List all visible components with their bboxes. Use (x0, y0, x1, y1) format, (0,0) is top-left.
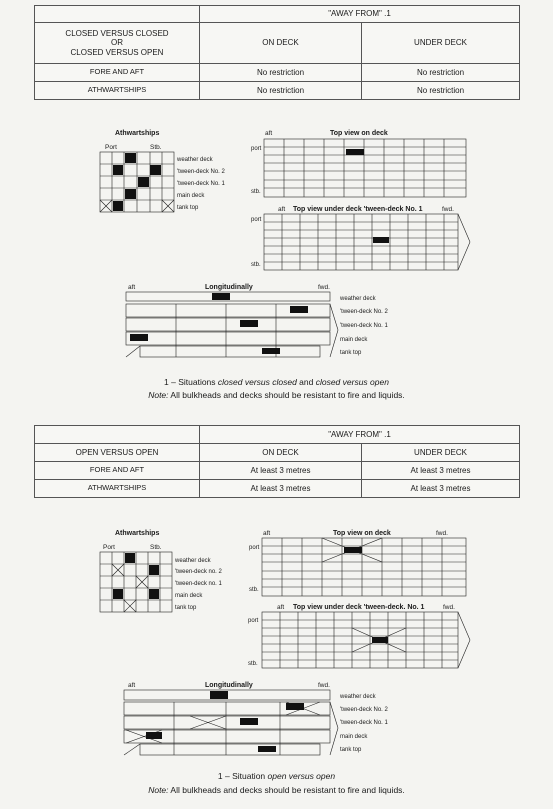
deck-label: 'tween-deck No. 1 (177, 181, 225, 187)
caption-text: 1 – Situations (164, 377, 218, 387)
deck-label: 'tween-deck No. 2 (340, 309, 388, 315)
stowage-block (344, 547, 362, 553)
aft-label: aft (263, 530, 271, 537)
cell-on-deck: At least 3 metres (200, 480, 362, 498)
aft-label: aft (278, 206, 286, 213)
longitudinal-title: Longitudinally (205, 284, 253, 291)
longitudinal-section (124, 690, 338, 755)
note-text: All bulkheads and decks should be resistant to fire and liquids. (168, 785, 405, 795)
cell-on-deck: No restriction (200, 64, 362, 82)
column-header-situation: OPEN VERSUS OPEN (35, 444, 200, 462)
athwartships-section (100, 552, 172, 612)
stb-label: Stb. (150, 544, 162, 551)
stb-short: stb. (251, 189, 261, 195)
row-label: ATHWARTSHIPS (35, 82, 200, 100)
header-line: OR (111, 38, 123, 48)
deck-label: 'tween-deck no. 2 (175, 569, 222, 575)
longitudinal-title: Longitudinally (205, 682, 253, 689)
port-short: port (249, 545, 260, 551)
caption-emphasis: closed versus open (315, 377, 389, 387)
cell-under-deck: At least 3 metres (362, 480, 520, 498)
fwd-label: fwd. (436, 530, 448, 537)
caption-emphasis: closed versus closed (217, 377, 297, 387)
header-line: CLOSED VERSUS CLOSED (65, 29, 169, 39)
athwartships-title: Athwartships (115, 530, 160, 537)
top-view-title: Top view on deck (333, 530, 391, 537)
note-label: Note: (148, 390, 169, 400)
column-header-under-deck: UNDER DECK (362, 23, 520, 64)
column-header-on-deck: ON DECK (200, 444, 362, 462)
deck-labels (174, 558, 223, 611)
stb-short: stb. (251, 262, 261, 268)
under-deck-title: Top view under deck 'tween-deck. No. 1 (293, 604, 425, 611)
fwd-label: fwd. (442, 206, 454, 213)
note-label: Note: (148, 785, 169, 795)
aft-label: aft (265, 130, 273, 137)
cell-on-deck: At least 3 metres (200, 462, 362, 480)
under-deck-title: Top view under deck 'tween-deck No. 1 (293, 206, 423, 213)
cell-under-deck: No restriction (362, 64, 520, 82)
aft-label: aft (128, 682, 136, 689)
cell-under-deck: At least 3 metres (362, 462, 520, 480)
column-header-on-deck: ON DECK (200, 23, 362, 64)
top-view-title: Top view on deck (330, 130, 388, 137)
athwartships-title: Athwartships (115, 130, 160, 137)
aft-label: aft (277, 604, 285, 611)
stb-label: Stb. (150, 144, 162, 151)
deck-label: tank top (175, 605, 197, 611)
figure-caption-2 (0, 771, 553, 781)
row-label: FORE AND AFT (35, 462, 200, 480)
note-text: All bulkheads and decks should be resistant to fire and liquids. (168, 390, 405, 400)
deck-label: tank top (177, 205, 199, 211)
deck-label: main deck (177, 193, 205, 199)
fwd-label: fwd. (443, 604, 455, 611)
port-short: port (251, 217, 262, 223)
deck-label: 'tween-deck No. 2 (340, 707, 388, 713)
port-short: port (251, 146, 262, 152)
stb-short: stb. (249, 587, 259, 593)
column-header-under-deck: UNDER DECK (362, 444, 520, 462)
fwd-label: fwd. (318, 284, 330, 291)
deck-label: 'tween-deck no. 1 (175, 581, 222, 587)
port-label: Port (105, 144, 117, 151)
top-view-grid (262, 538, 466, 596)
caption-text: 1 – Situation (217, 771, 268, 781)
deck-label: weather deck (340, 296, 376, 302)
aft-label: aft (128, 284, 136, 291)
deck-label: weather deck (340, 694, 376, 700)
stb-short: stb. (248, 661, 258, 667)
deck-label: 'tween-deck No. 1 (340, 720, 388, 726)
deck-label: main deck (175, 593, 203, 599)
table-caption: "AWAY FROM" .1 (200, 426, 520, 444)
row-label: ATHWARTSHIPS (35, 480, 200, 498)
row-label: FORE AND AFT (35, 64, 200, 82)
long-deck-labels (339, 694, 388, 753)
port-short: port (248, 618, 259, 624)
deck-label: weather deck (175, 558, 211, 564)
deck-label: weather deck (177, 157, 213, 163)
fwd-label: fwd. (318, 682, 330, 689)
deck-label: 'tween-deck No. 2 (177, 169, 225, 175)
header-line: CLOSED VERSUS OPEN (70, 47, 164, 57)
deck-label: tank top (340, 350, 362, 356)
figure-note-2 (0, 785, 553, 795)
table-caption: "AWAY FROM" .1 (200, 6, 520, 23)
caption-emphasis: open versus open (267, 771, 336, 781)
stowage-block (372, 637, 388, 643)
under-deck-grid (262, 612, 470, 668)
cell-under-deck: No restriction (362, 82, 520, 100)
deck-label: main deck (340, 734, 368, 740)
cell-on-deck: No restriction (200, 82, 362, 100)
deck-label: 'tween-deck No. 1 (340, 323, 388, 329)
deck-label: main deck (340, 337, 368, 343)
port-label: Port (103, 544, 115, 551)
caption-text: and (296, 377, 316, 387)
deck-label: tank top (340, 747, 362, 753)
